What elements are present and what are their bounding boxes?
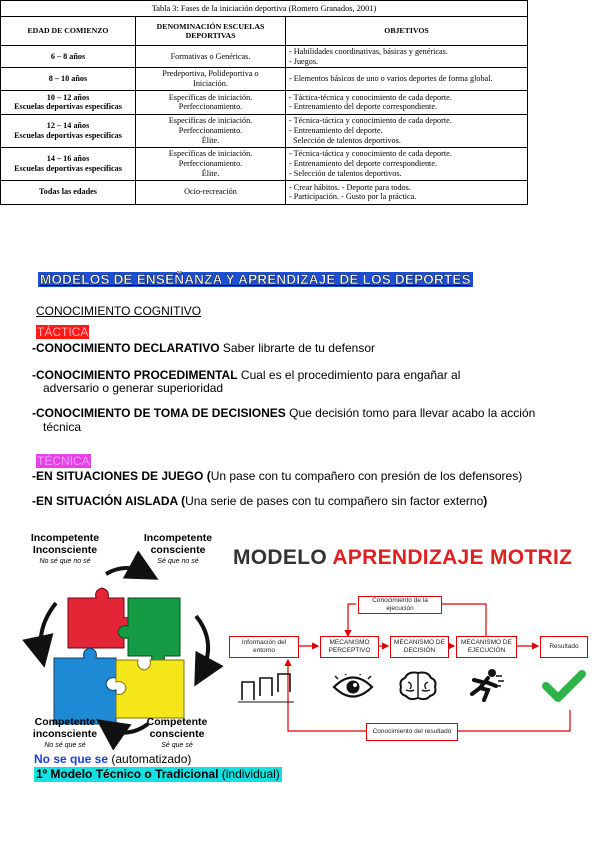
model-title: MODELO APRENDIZAJE MOTRIZ (233, 546, 573, 569)
competence-puzzle (20, 528, 230, 750)
tecnica-item-2-term: -EN SITUACIÓN AISLADA ( (32, 494, 186, 508)
cell-age: 6 – 8 años (1, 46, 136, 68)
footer-line-2-term: 1º Modelo Técnico o Tradicional (36, 767, 219, 781)
runner-icon (466, 668, 506, 702)
cell-age: 14 – 16 años Escuelas deportivas específicas (1, 147, 136, 180)
table-row (1, 46, 528, 68)
tecnica-item-2-desc: Una serie de pases con tu compañero sin factor externo (185, 494, 484, 508)
brain-icon (398, 670, 438, 702)
section-heading: MODELOS DE ENSEÑANZA Y APRENDIZAJE DE LOS DEPORTES (40, 272, 471, 287)
cell-age: Todas las edades (1, 180, 136, 204)
cycle-arrow-right (196, 616, 208, 676)
footer-line-1-desc: (automatizado) (108, 752, 192, 766)
col-header-denomination: DENOMINACIÓN ESCUELAS DEPORTIVAS (136, 17, 286, 46)
cell-denomination: Específicas de iniciación. Perfeccionamiento. (136, 90, 286, 114)
eye-icon (332, 674, 374, 700)
tecnica-tag: TÉCNICA (37, 454, 90, 468)
table-row (1, 90, 528, 114)
tecnica-item-1-desc: Un pase con tu compañero con presión de los defensores) (210, 469, 523, 483)
table-row (1, 180, 528, 204)
footer-line-1-term: No se que se (34, 752, 109, 766)
box-mecanismo-decision: MECANISMO DE DECISIÓN (390, 636, 449, 658)
check-icon (542, 668, 586, 704)
cell-age: 10 – 12 años Escuelas deportivas específicas (1, 90, 136, 114)
cell-denomination: Ocio-recreación (136, 180, 286, 204)
footer-line-1 (34, 752, 191, 767)
puzzle-piece-red (68, 588, 134, 648)
subheading: CONOCIMIENTO COGNITIVO (36, 304, 202, 318)
box-mecanismo-perceptivo: MECANISMO PERCEPTIVO (320, 636, 379, 658)
cell-denomination: Predeportiva, Polideportiva o Iniciación. (136, 68, 286, 90)
tactica-item-1-term: -CONOCIMIENTO DECLARATIVO (32, 341, 220, 355)
cell-objectives: - Habilidades coordinativas, básicas y genéricas. - Juegos. (286, 46, 528, 68)
puzzle-piece-green (118, 598, 180, 666)
cell-denomination: Específicas de iniciación. Perfeccionamiento. Élite. (136, 147, 286, 180)
cell-objectives: - Técnica-táctica y conocimiento de cada deporte. - Entrenamiento del deporte. Selección de talentos deportivos. (286, 114, 528, 147)
tactica-tag: TÁCTICA (37, 325, 89, 339)
cycle-arrow-left (41, 603, 56, 656)
cell-age: 12 – 14 años Escuelas deportivas específicas (1, 114, 136, 147)
label-incompetent-conscious: Incompetente consciente Sé que no sé (143, 532, 213, 565)
label-competent-conscious: Competente consciente Sé que sé (146, 716, 208, 749)
label-competent-unconscious: Competente inconsciente No sé que sé (32, 716, 98, 749)
cell-objectives: - Táctica-técnica y conocimiento de cada deporte. - Entrenamiento del deporte correspondiente. (286, 90, 528, 114)
tactica-item-2-desc: Cual es el procedimiento para engañar al (237, 368, 461, 382)
tecnica-item-1 (32, 469, 522, 484)
box-resultado: Resultado (540, 636, 588, 658)
tactica-item-3-desc: Que decisión tomo para llevar acabo la acción (285, 406, 536, 420)
tecnica-item-1-term: -EN SITUACIONES DE JUEGO ( (32, 469, 211, 483)
footer-line-2 (34, 767, 282, 782)
col-header-age: EDAD DE COMIENZO (1, 17, 136, 46)
cell-age: 8 – 10 años (1, 68, 136, 90)
tactica-item-3-cont: técnica (43, 420, 82, 434)
phases-table (0, 0, 528, 205)
hurdles-icon (238, 668, 294, 704)
cycle-arrow-top (106, 568, 148, 574)
tecnica-item-2-tail: ) (483, 494, 488, 508)
footer-line-2-desc: (individual) (218, 767, 280, 781)
cell-denomination: Formativas o Genéricas. (136, 46, 286, 68)
cell-denomination: Específicas de iniciación. Perfeccionamiento. Élite. (136, 114, 286, 147)
table-header-row (1, 17, 528, 46)
cell-objectives: - Elementos básicos de uno o varios deportes de forma global. (286, 68, 528, 90)
box-conocimiento-resultado: Conocimiento del resultado (366, 723, 458, 741)
tecnica-item-2 (32, 494, 487, 509)
tactica-item-3-term: -CONOCIMIENTO DE TOMA DE DECISIONES (32, 406, 286, 420)
table-row (1, 147, 528, 180)
cell-objectives: - Técnica-táctica y conocimiento de cada deporte. - Entrenamiento del deporte correspondiente. - Selección de talentos deportivos. (286, 147, 528, 180)
label-incompetent-unconscious: Incompetente Inconsciente No sé que no sé (30, 532, 100, 565)
table-row (1, 114, 528, 147)
tactica-item-2-term: -CONOCIMIENTO PROCEDIMENTAL (32, 368, 238, 382)
box-info-entorno: Información del entorno (229, 636, 299, 658)
puzzle-piece-blue (54, 648, 116, 724)
tactica-item-1-desc: Saber librarte de tu defensor (219, 341, 375, 355)
tactica-item-3 (32, 406, 535, 421)
puzzle-piece-yellow (116, 660, 184, 718)
box-mecanismo-ejecucion: MECANISMO DE EJECUCIÓN (456, 636, 517, 658)
table-caption: Tabla 3: Fases de la iniciación deportiva (Romero Granados, 2001) (0, 0, 528, 16)
tactica-item-2-cont: adversario o generar superioridad (43, 381, 224, 395)
col-header-objectives: OBJETIVOS (286, 17, 528, 46)
cell-objectives: - Crear hábitos. - Deporte para todos. - Participación. - Gusto por la práctica. (286, 180, 528, 204)
box-conocimiento-ejecucion: Conocimiento de la ejecución (358, 596, 442, 614)
motor-model-diagram (226, 586, 590, 746)
tactica-item-1 (32, 341, 375, 356)
table-row (1, 68, 528, 90)
